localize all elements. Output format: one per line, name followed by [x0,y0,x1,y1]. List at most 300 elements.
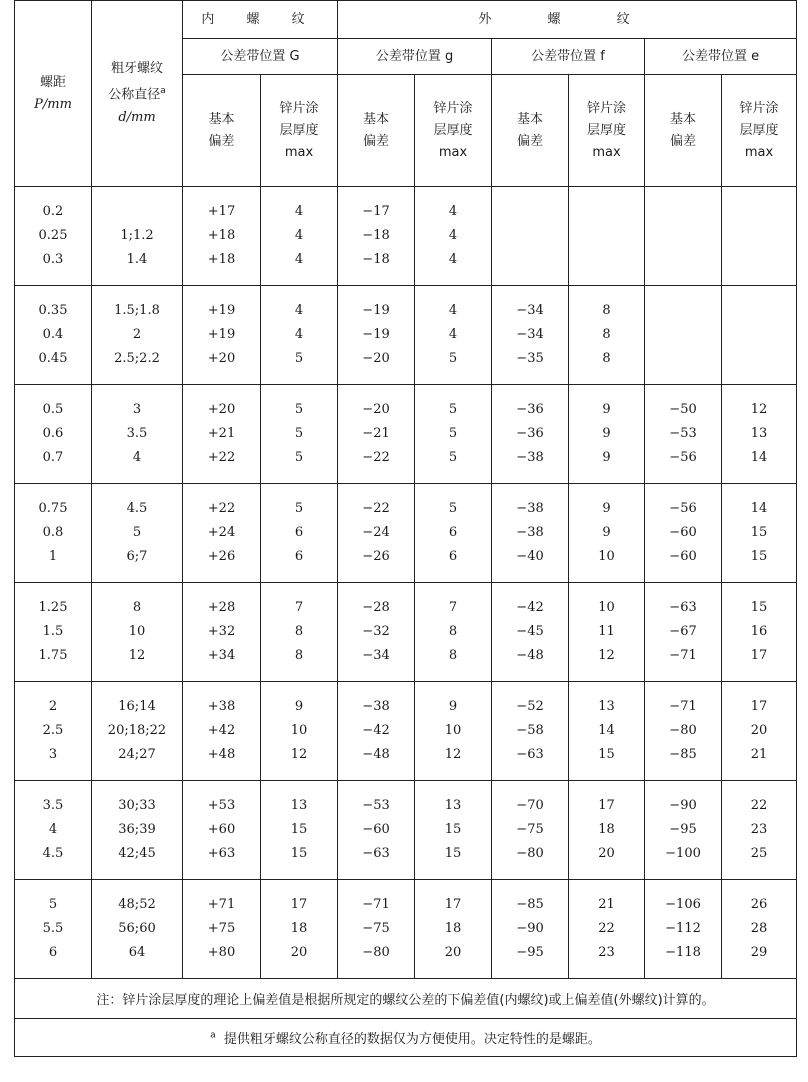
cell-value: 13 [290,798,308,813]
g-thickness-cell [415,583,492,682]
G-deviation-cell [183,583,261,682]
cell-value: 4 [294,252,304,267]
header-line: 锌片涂 [433,100,473,116]
coating-thickness-header [415,75,492,187]
cell-value: 0.8 [42,525,64,540]
cell-value: 12 [290,747,308,762]
cell-value: 4.5 [126,501,148,516]
footnote-marker: a [210,1030,216,1041]
cell-value: 17 [444,897,462,912]
cell-value: +19 [207,303,236,318]
cell-value: 6;7 [126,549,148,564]
cell-value: −22 [362,450,390,465]
cell-value: −21 [362,426,390,441]
cell-value: 4 [448,327,458,342]
cell-value: 9 [448,699,458,714]
cell-value: 17 [290,897,308,912]
cell-value [645,299,721,323]
cell-value: 12 [750,402,768,417]
cell-value: −90 [516,921,544,936]
cell-value: +34 [207,648,236,663]
cell-value: 0.3 [42,252,64,267]
diameter-cell [92,286,183,385]
cell-value [645,323,721,347]
cell-value: −106 [665,897,701,912]
cell-value: 9 [602,402,611,417]
basic-deviation-header [645,75,722,187]
cell-value: 12 [598,648,615,663]
cell-value: 17 [750,699,768,714]
cell-value: −63 [362,846,390,861]
table-footnote [15,1019,797,1057]
external-thread-header: 外 螺 纹 [338,1,797,39]
cell-value: +60 [207,822,236,837]
cell-value: 20 [290,945,308,960]
cell-value: 3.5 [126,426,148,441]
cell-value: 20;18;22 [107,723,167,738]
cell-value: 4 [294,228,304,243]
cell-value: 1.4 [126,252,148,267]
g-deviation-cell [338,484,415,583]
diameter-cell [92,484,183,583]
cell-value [722,224,796,248]
cell-value: 5 [448,501,458,516]
cell-value: 15 [290,846,308,861]
cell-value: 1.5 [42,624,64,639]
internal-thread-header: 内 螺 纹 [183,1,338,39]
g-deviation-cell [338,781,415,880]
cell-value: −20 [362,351,390,366]
cell-value: 6 [294,525,304,540]
cell-value: 20 [750,723,768,738]
footnote-marker: a [160,86,166,97]
pitch-cell [15,880,92,979]
cell-value: +17 [207,204,236,219]
g-deviation-cell [338,583,415,682]
cell-value: −32 [362,624,390,639]
G-deviation-cell [183,187,261,286]
G-thickness-cell [261,880,338,979]
diameter-cell [92,187,183,286]
g-thickness-cell [415,187,492,286]
cell-value: 14 [750,501,768,516]
cell-value: 5 [132,525,142,540]
G-thickness-cell [261,286,338,385]
cell-value: −50 [669,402,697,417]
cell-value: 4 [132,450,142,465]
cell-value: 20 [598,846,615,861]
cell-value: 3 [132,402,142,417]
e-deviation-cell [645,880,722,979]
cell-value: 2.5;2.2 [114,351,160,366]
cell-value: 22 [750,798,768,813]
cell-value: −60 [669,549,697,564]
cell-value: +28 [207,600,236,615]
G-deviation-cell [183,484,261,583]
pitch-cell [15,286,92,385]
f-thickness-cell [569,385,645,484]
cell-value: 5 [448,426,458,441]
cell-value [492,224,568,248]
header-line: 基本 [363,111,390,127]
f-deviation-cell [492,484,569,583]
e-thickness-cell [722,385,797,484]
cell-value: −80 [669,723,697,738]
cell-value: −36 [516,402,544,417]
pitch-cell [15,682,92,781]
cell-value: 5 [48,897,58,912]
cell-value: 9 [602,501,611,516]
cell-value: −18 [362,252,390,267]
cell-value: 0.2 [42,204,64,219]
pitch-header-line: 螺距 [39,74,66,90]
cell-value: −26 [362,549,390,564]
cell-value: 15 [290,822,308,837]
cell-value: 5.5 [42,921,64,936]
cell-value [722,200,796,224]
cell-value: 0.4 [42,327,64,342]
f-thickness-cell [569,484,645,583]
G-thickness-cell [261,385,338,484]
pitch-cell [15,484,92,583]
cell-value: −71 [362,897,390,912]
e-thickness-cell [722,682,797,781]
header-line: 锌片涂 [279,100,319,116]
cell-value: −67 [669,624,697,639]
g-thickness-cell [415,880,492,979]
cell-value: −34 [516,303,544,318]
cell-value: 8 [602,303,611,318]
cell-value: −38 [516,525,544,540]
cell-value: 7 [448,600,458,615]
e-thickness-cell [722,583,797,682]
cell-value: −95 [669,822,697,837]
table-row-group [15,880,797,979]
G-deviation-cell [183,682,261,781]
cell-value: 5 [448,450,458,465]
cell-value: 5 [448,402,458,417]
cell-value: −80 [362,945,390,960]
g-thickness-cell [415,385,492,484]
G-thickness-cell [261,583,338,682]
tolerance-table [14,0,797,1057]
header-line: max [744,144,774,160]
cell-value: +19 [207,327,236,342]
table-row-group [15,187,797,286]
cell-value: −38 [516,450,544,465]
cell-value: 7 [294,600,304,615]
header-line: 基本 [208,111,235,127]
cell-value [645,347,721,371]
cell-value: 5 [294,402,304,417]
cell-value: −28 [362,600,390,615]
header-line: 偏差 [208,133,235,149]
G-deviation-cell [183,781,261,880]
cell-value: +38 [207,699,236,714]
cell-value: 6 [448,525,458,540]
cell-value: 5 [294,450,304,465]
cell-value: 22 [598,921,615,936]
cell-value: +22 [207,501,236,516]
diameter-cell [92,781,183,880]
f-thickness-cell [569,583,645,682]
cell-value: −56 [669,450,697,465]
cell-value: −58 [516,723,544,738]
header-line: 层厚度 [433,122,473,138]
cell-value [92,200,182,224]
header-line: 偏差 [517,133,544,149]
cell-value: 8 [294,648,304,663]
e-thickness-cell [722,286,797,385]
pitch-cell [15,781,92,880]
cell-value: +18 [207,252,236,267]
cell-value: −20 [362,402,390,417]
cell-value: 6 [48,945,58,960]
cell-value: 0.7 [42,450,64,465]
cell-value: +26 [207,549,236,564]
header-line: 层厚度 [587,122,627,138]
cell-value: −90 [669,798,697,813]
g-thickness-cell [415,682,492,781]
cell-value: 15 [598,747,615,762]
basic-deviation-header [492,75,569,187]
cell-value: 1.75 [38,648,68,663]
cell-value: 1.5;1.8 [114,303,160,318]
cell-value: +22 [207,450,236,465]
cell-value: 2.5 [42,723,64,738]
cell-value: 20 [444,945,462,960]
cell-value: +21 [207,426,236,441]
cell-value: −56 [669,501,697,516]
cell-value: −63 [516,747,544,762]
header-line: 偏差 [670,133,697,149]
cell-value: −60 [362,822,390,837]
cell-value: −75 [516,822,544,837]
cell-value: 12 [128,648,146,663]
coating-thickness-header [569,75,645,187]
cell-value: 15 [750,549,768,564]
cell-value: −63 [669,600,697,615]
cell-value: 4 [294,204,304,219]
table-row-group [15,484,797,583]
f-deviation-cell [492,385,569,484]
cell-value: −38 [362,699,390,714]
cell-value: −48 [362,747,390,762]
cell-value: −71 [669,699,697,714]
e-thickness-cell [722,484,797,583]
cell-value [569,248,644,272]
cell-value: 4 [448,228,458,243]
header-line: 基本 [517,111,544,127]
header-line: max [438,144,468,160]
diameter-cell [92,583,183,682]
cell-value: −70 [516,798,544,813]
cell-value: 5 [448,351,458,366]
coating-thickness-header [722,75,797,187]
cell-value: 16 [750,624,768,639]
cell-value [722,248,796,272]
cell-value: +20 [207,351,236,366]
cell-value: −36 [516,426,544,441]
cell-value: −118 [665,945,701,960]
cell-value: +42 [207,723,236,738]
cell-value: 8 [294,624,304,639]
cell-value: −45 [516,624,544,639]
cell-value: −53 [362,798,390,813]
diameter-header-unit: d/mm [118,109,156,125]
cell-value: 64 [128,945,146,960]
cell-value: 4 [294,327,304,342]
cell-value: 17 [750,648,768,663]
cell-value: +53 [207,798,236,813]
G-thickness-cell [261,781,338,880]
cell-value: −42 [516,600,544,615]
cell-value: +20 [207,402,236,417]
band-f-header: 公差带位置 f [492,39,645,75]
cell-value: 11 [598,624,615,639]
cell-value: −19 [362,303,390,318]
cell-value [492,248,568,272]
cell-value [569,224,644,248]
f-deviation-cell [492,682,569,781]
cell-value: 1.25 [38,600,68,615]
cell-value: −71 [669,648,697,663]
diameter-cell [92,880,183,979]
basic-deviation-header [183,75,261,187]
cell-value [492,200,568,224]
cell-value: 4 [294,303,304,318]
cell-value: −18 [362,228,390,243]
cell-value: 26 [750,897,768,912]
cell-value: −22 [362,501,390,516]
pitch-cell [15,583,92,682]
cell-value: 3 [48,747,58,762]
e-deviation-cell [645,187,722,286]
cell-value: 2 [48,699,58,714]
header-line: 层厚度 [279,122,319,138]
table-row-group [15,583,797,682]
cell-value: 8 [448,648,458,663]
G-thickness-cell [261,484,338,583]
cell-value: 1 [48,549,58,564]
cell-value: 0.25 [38,228,68,243]
band-G-header: 公差带位置 G [183,39,338,75]
cell-value: 24;27 [118,747,156,762]
cell-value: 2 [132,327,142,342]
header-line: 偏差 [363,133,390,149]
cell-value: −80 [516,846,544,861]
cell-value: −35 [516,351,544,366]
cell-value: 5 [294,351,304,366]
cell-value: 5 [294,501,304,516]
f-thickness-cell [569,286,645,385]
cell-value: 10 [598,600,615,615]
cell-value: −100 [665,846,701,861]
e-deviation-cell [645,682,722,781]
cell-value: 9 [602,450,611,465]
pitch-cell [15,187,92,286]
cell-value: 13 [444,798,462,813]
nominal-diameter-header [92,1,183,187]
cell-value: +18 [207,228,236,243]
cell-value: 13 [598,699,615,714]
cell-value: 17 [598,798,615,813]
g-deviation-cell [338,880,415,979]
f-thickness-cell [569,880,645,979]
f-deviation-cell [492,286,569,385]
f-deviation-cell [492,880,569,979]
cell-value: 6 [448,549,458,564]
e-deviation-cell [645,583,722,682]
cell-value: −112 [665,921,701,936]
cell-value: 9 [294,699,304,714]
cell-value: 29 [750,945,768,960]
table-body [15,187,797,979]
cell-value: 21 [598,897,615,912]
cell-value: 56;60 [118,921,156,936]
cell-value: 12 [444,747,462,762]
g-deviation-cell [338,286,415,385]
table-row-group [15,781,797,880]
cell-value: +80 [207,945,236,960]
cell-value: −40 [516,549,544,564]
cell-value: 13 [750,426,768,441]
cell-value: 8 [448,624,458,639]
coating-thickness-header [261,75,338,187]
cell-value [645,200,721,224]
G-thickness-cell [261,682,338,781]
cell-value [722,347,796,371]
table-row-group [15,286,797,385]
cell-value: 10 [444,723,462,738]
cell-value: 15 [444,846,462,861]
g-deviation-cell [338,682,415,781]
cell-value: 18 [290,921,308,936]
cell-value: −38 [516,501,544,516]
f-thickness-cell [569,781,645,880]
G-deviation-cell [183,286,261,385]
cell-value: −53 [669,426,697,441]
e-deviation-cell [645,781,722,880]
cell-value: +63 [207,846,236,861]
e-deviation-cell [645,385,722,484]
cell-value: −60 [669,525,697,540]
cell-value: 8 [602,327,611,342]
cell-value: 10 [290,723,308,738]
e-thickness-cell [722,781,797,880]
cell-value: −19 [362,327,390,342]
g-thickness-cell [415,781,492,880]
header-line: 层厚度 [739,122,779,138]
header-line: 锌片涂 [739,100,779,116]
g-thickness-cell [415,484,492,583]
cell-value: 6 [294,549,304,564]
header-line: max [284,144,314,160]
band-e-header: 公差带位置 e [645,39,797,75]
cell-value: −34 [516,327,544,342]
cell-value: −95 [516,945,544,960]
cell-value: 0.45 [38,351,68,366]
cell-value: −52 [516,699,544,714]
f-thickness-cell [569,187,645,286]
e-deviation-cell [645,286,722,385]
header-line: max [592,144,621,160]
cell-value: +24 [207,525,236,540]
cell-value: 18 [598,822,615,837]
f-deviation-cell [492,781,569,880]
table-row-group [15,682,797,781]
e-thickness-cell [722,880,797,979]
